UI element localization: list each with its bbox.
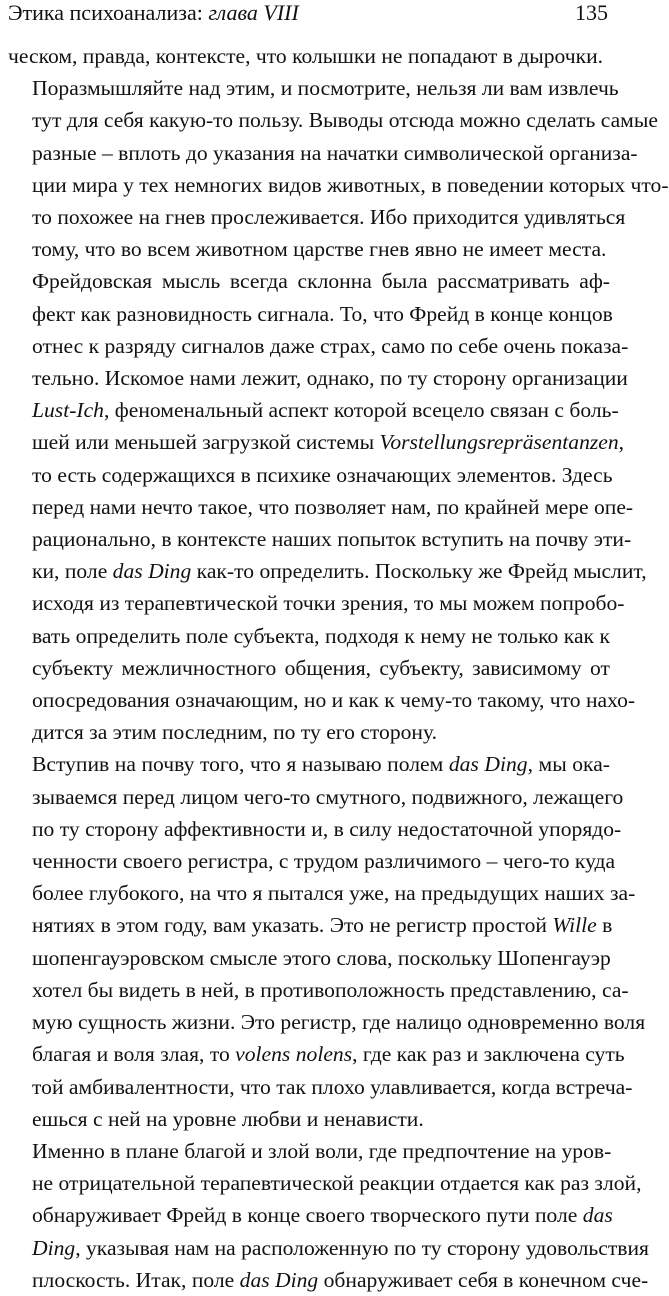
text-run: Фрейдовская мысль всегда склонна была рассматривать аф- xyxy=(32,269,610,294)
text-run: благая и воля злая, то xyxy=(32,1042,236,1067)
text-run: рационально, в контексте наших попыток вступить на почву эти- xyxy=(32,527,632,552)
text-run: хотел бы видеть в ней, в противоположность представлению, са- xyxy=(32,977,629,1002)
paragraph xyxy=(8,40,610,72)
running-title-chapter: глава VIII xyxy=(208,0,299,25)
running-title-main: Этика психоанализа: xyxy=(8,0,209,25)
text-line xyxy=(8,201,626,233)
text-line xyxy=(8,1135,610,1167)
text-run: то есть содержащихся в психике означающих элементов. Здесь xyxy=(32,462,613,487)
text-run: шей или меньшей загрузкой системы xyxy=(32,430,380,455)
text-run: то похожее на гнев прослеживается. Ибо приходится удивляться xyxy=(32,205,626,230)
text-run: , где как раз и заключена суть xyxy=(352,1042,625,1067)
text-run: Поразмышляйте над этим, и посмотрите, нельзя ли вам извлечь xyxy=(32,76,619,101)
page-number: 135 xyxy=(575,0,608,25)
text-run: Именно в плане благой и злой воли, где предпочтение на уров- xyxy=(32,1138,612,1163)
text-run: обнаруживает себя в конечном сче- xyxy=(318,1267,649,1292)
paragraph xyxy=(8,748,646,1134)
text-line xyxy=(8,330,629,362)
text-line xyxy=(8,104,658,136)
text-run: разные – вплоть до указания на начатки символической организа- xyxy=(32,140,638,165)
text-run: зываемся перед лицом чего-то смутного, подвижного, лежащего xyxy=(32,784,624,809)
text-run: дится за этим последним, по ту его сторону. xyxy=(32,720,438,745)
italic-term: volens nolens xyxy=(235,1042,353,1067)
text-line xyxy=(8,1199,613,1231)
text-line xyxy=(8,1038,625,1070)
text-line xyxy=(8,555,647,587)
text-line xyxy=(8,781,624,813)
text-run: в xyxy=(596,913,613,938)
text-run: вать определить поле субъекта, подходя к нему не только как к xyxy=(32,623,610,648)
text-run: тут для себя какую-то пользу. Выводы отсюда можно сделать самые xyxy=(32,108,658,133)
text-line xyxy=(8,1167,642,1199)
text-line xyxy=(8,748,610,780)
text-run: шопенгауэровском смысле этого слова, поскольку Шопенгауэр xyxy=(32,945,611,970)
text-line xyxy=(8,394,619,426)
text-run: ешься с ней на уровне любви и ненависти. xyxy=(32,1106,424,1131)
italic-term: das Ding xyxy=(112,559,192,584)
text-line xyxy=(8,652,610,684)
text-line xyxy=(8,491,634,523)
italic-term: Vorstellungsrepräsentanzen xyxy=(379,430,619,455)
text-line xyxy=(8,1232,649,1264)
text-line xyxy=(8,169,669,201)
text-run: , мы ока- xyxy=(527,752,610,777)
text-run: ции мира у тех немногих видов животных, в поведении которых что- xyxy=(32,172,669,197)
italic-term: das Ding xyxy=(239,1267,319,1292)
text-run: той амбивалентности, что так плохо улавливается, когда встреча- xyxy=(32,1074,633,1099)
text-line xyxy=(8,265,610,297)
text-run: ческом, правда, контексте, что колышки не попадают в дырочки. xyxy=(8,44,604,68)
text-line xyxy=(8,974,629,1006)
text-line xyxy=(8,72,619,104)
text-run: более глубокого, на что я пытался уже, на предыдущих наших за- xyxy=(32,881,636,906)
text-line xyxy=(8,362,628,394)
text-run: по ту сторону аффективности и, в силу недостаточной упорядо- xyxy=(32,816,622,841)
text-line xyxy=(8,716,610,748)
text-run: плоскость. Итак, поле xyxy=(32,1267,240,1292)
italic-term: Ding xyxy=(32,1235,76,1260)
text-line xyxy=(8,1103,610,1135)
text-line xyxy=(8,813,622,845)
text-run: Вступив на почву того, что я называю полем xyxy=(32,752,449,777)
text-run: обнаруживает Фрейд в конце своего творческого пути поле xyxy=(32,1203,583,1228)
text-run: перед нами нечто такое, что позволяет нам, по крайней мере опе- xyxy=(32,494,634,519)
text-run: субъекту межличностного общения, субъекту, зависимому от xyxy=(32,655,610,680)
text-run: нятиях в этом году, вам указать. Это не регистр простой xyxy=(32,913,553,938)
text-line xyxy=(8,845,616,877)
paragraph xyxy=(8,72,669,265)
text-line xyxy=(8,298,613,330)
text-run: ченности своего регистра, с трудом различимого – чего-то куда xyxy=(32,849,616,874)
text-line xyxy=(8,523,632,555)
text-line xyxy=(8,620,610,652)
italic-term: das Ding xyxy=(448,752,528,777)
italic-term: Lust-Ich xyxy=(32,398,104,423)
running-title xyxy=(8,0,299,26)
text-run: не отрицательной терапевтической реакции отдается как раз злой, xyxy=(32,1171,642,1196)
text-line xyxy=(8,1071,633,1103)
paragraph xyxy=(8,1135,649,1296)
text-run: как-то определить. Поскольку же Фрейд мыслит, xyxy=(191,559,647,584)
text-run: исходя из терапевтической точки зрения, то мы можем попробо- xyxy=(32,591,625,616)
text-line xyxy=(8,587,625,619)
running-header xyxy=(8,0,610,40)
text-line xyxy=(8,459,613,491)
italic-term: Wille xyxy=(552,913,597,938)
text-line xyxy=(8,942,610,974)
text-line xyxy=(8,684,636,716)
text-line xyxy=(8,909,613,941)
text-run: отнес к разряду сигналов даже страх, само по себе очень показа- xyxy=(32,333,629,358)
text-line xyxy=(8,426,625,458)
text-run: , феноменальный аспект которой всецело связан с боль- xyxy=(103,398,619,423)
text-run: мую сущность жизни. Это регистр, где налицо одновременно воля xyxy=(32,1010,646,1035)
text-line xyxy=(8,233,610,265)
text-run: опосредования означающим, но и как к чему-то такому, что нахо- xyxy=(32,688,636,713)
text-line xyxy=(8,1264,649,1296)
text-run: фект как разновидность сигнала. То, что Фрейд в конце концов xyxy=(32,301,613,326)
text-line xyxy=(8,1006,646,1038)
text-line xyxy=(8,137,638,169)
text-line xyxy=(8,877,636,909)
text-run: , указывая нам на расположенную по ту сторону удовольствия xyxy=(75,1235,649,1260)
paragraph xyxy=(8,265,647,748)
italic-term: das xyxy=(582,1203,613,1228)
text-line xyxy=(8,40,610,72)
text-run: тому, что во всем животном царстве гнев явно не имеет места. xyxy=(32,237,607,262)
page-body xyxy=(8,40,669,1296)
text-run: , xyxy=(618,430,625,455)
text-run: тельно. Искомое нами лежит, однако, по ту сторону организации xyxy=(32,366,628,391)
text-run: ки, поле xyxy=(32,559,113,584)
